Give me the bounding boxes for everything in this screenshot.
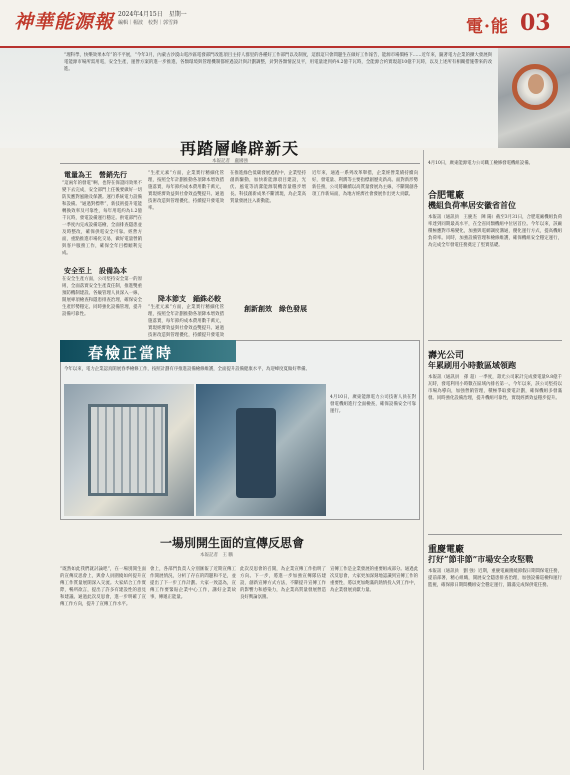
- article1-subhead-2: 安全至上 設備為本: [64, 266, 127, 275]
- feature-photo-2: [196, 384, 326, 516]
- editors-line: 編輯｜楊波 校對｜郭雪鋒: [118, 20, 179, 26]
- article1-col3: “生產元素”方面，企業實行精細化管理，按照全年計劃推動各項降本增效措施落實，每年節約成本費用數千萬元，實現經濟效益與社會效益雙提升。通過技術改造與管理優化，持續提升發電效率。: [148, 171, 224, 211]
- article1-title: 再踏層峰辟新天: [180, 139, 300, 158]
- article2-col2: 會上，各部門負責人分別匯報了近期宣傳工作開展情況，分析了存在的問題和不足，並提出了下一步工作計劃。大家一致認為，宣傳工作要緊貼企業中心工作，講好企業故事，傳遞正能量。: [150, 567, 236, 600]
- right-news1-text: 本報訊（通訊員 王慶杰 陳 陽）截至3月31日，合肥電廠機組負荷率達到同期最高水平，在全省同類機組中位居首位。今年以來，該廠積極應對市場變化，加強與電網調度溝通，優化運行方式，提高機組負荷率。同時，加強設備管理和檢修維護，確保機組安全穩定運行，為完成全年發電任務奠定了堅實基礎。: [428, 215, 562, 248]
- right-news1-title: 合肥電廠: [428, 191, 465, 201]
- right-news3-text: 本報訊（通訊員 劉 強）近期，重慶電廠圍繞節假日期間保電任務，提前部署，精心組織，開展安全隱患排查治理，加強設備巡檢和運行監視，確保節日期間機組安全穩定運行，圓滿完成保供電任務。: [428, 569, 562, 588]
- right-news2-text: 本報訊（通訊員 孫 超）一季度，壽光公司累計完成發電量9.8億千瓦時，發電利用小時數在區域內排名第一。今年以來，該公司堅持以市場為導向，加強營銷管理，積極爭取發電計劃，確保機組多發滿發。同時強化設備治理，提升機組可靠性，實現經濟效益穩步提升。: [428, 375, 562, 401]
- engineer-figure-shape: [236, 408, 276, 498]
- column-divider: [423, 150, 424, 770]
- feature-intro: 今年以來，電力企業認真開展春季檢修工作，按照計劃有序推進設備檢修維護，全面提升設備健康水平，為迎峰度夏做好準備。: [64, 367, 310, 372]
- banner-photo: [498, 48, 570, 148]
- page-number: 03: [520, 10, 551, 36]
- article1-col5: 近年來，通過一系列改革舉措，企業經營業績持續向好，發電量、利潤等主要指標創歷史新高。面對新形勢新任務，公司將繼續以高質量發展為主線，不斷開創各項工作新局面，為地方經濟社會發展作出更大貢獻。: [312, 171, 418, 197]
- divider: [428, 534, 562, 535]
- article1-subhead-3: 降本節支 錙銖必較: [158, 294, 221, 303]
- article1-col2: 在安全生產方面，公司堅持安全第一的原則，全面落實安全生產責任制，推進雙重預防機制建設。各級管理人員深入一線，開展專項檢查和隱患排查治理，確保安全生產形勢穩定。同時強化設備管理，提升設備可靠性。: [62, 277, 142, 317]
- article2-col1: “既然如此我們就討論吧”，在一場別開生面的宣傳反思會上，與會人員圍繞如何提升宣傳工作質量展開深入交流。大家結合工作實際，暢所欲言，提出了許多有建設性的意見和建議。通過此次反思會，進一步明確了宣傳工作方向，提升了宣傳工作水平。: [60, 567, 146, 607]
- article1-subhead-1: 電量為王 營銷先行: [64, 170, 127, 179]
- switchgear-shape: [88, 404, 168, 496]
- article1-subhead-4: 創新創效 綠色發展: [244, 304, 307, 313]
- right-news1-subtitle: 機組負荷率居安徽省首位: [428, 200, 516, 210]
- worker-face-shape: [528, 74, 544, 94]
- right-news3-subtitle: 打好“節非節”市場安全攻堅戰: [428, 554, 534, 564]
- feature-banner-title: 春檢正當時: [88, 344, 174, 362]
- article1-col3b: “生產元素”方面，企業實行精細化管理，按照全年計劃推動各項降本增效措施落實，每年節約成本費用數千萬元，實現經濟效益與社會效益雙提升。通過技術改造與管理優化，持續提升發電效: [148, 305, 224, 338]
- feature-photo-1: [64, 384, 194, 516]
- article2-col4: 宣傳工作是企業發展的重要組成部分。通過此次反思會，大家更加深刻地認識到宣傳工作的重要性，將以更加飽滿的熱情投入到工作中，為企業發展貢獻力量。: [330, 567, 418, 593]
- article2-title: 一場別開生面的宣傳反思會: [160, 536, 305, 550]
- article2-col3: 此次反思會的召開，為企業宣傳工作指明了方向。下一步，將進一步加強宣傳隊伍建設，創新宣傳方式方法，不斷提升宣傳工作的影響力和感染力，為企業高質量發展營造良好輿論氛圍。: [240, 567, 326, 600]
- paper-name: 神華能源報: [14, 11, 115, 33]
- article1-col4: 在推進綠色低碳發展過程中，企業堅持創新驅動，加快新能源項目建設，光伏、風電等清潔能源裝機容量穩步增長。科技創新成果不斷湧現，為企業高質量發展注入新動能。: [230, 171, 306, 204]
- right-news3-title: 重慶電廠: [428, 545, 465, 555]
- article2-byline: 本報記者 王 鵬: [200, 553, 233, 558]
- right-news2-title: 壽光公司: [428, 351, 465, 361]
- right-news2-subtitle: 年累刷用小時數區域領跑: [428, 360, 516, 370]
- section-title: 電·能: [466, 17, 509, 37]
- top-story-text: “理科學，快樂效果本年”的不平展，“今年3月，內蒙古沙漠山電沙區電發部門改進項目主持人群里的各種好工作部門以及制度，這群這只會問題生在做好工作報告，能源市場價格下……近年來，隨著電力企業的擴大發展與電能源市場所需用電，安全生產，運營方案的進一步推進，各類環境與管理機制都經過設計與計劃調整，針對各類情況及平，用電量達到約4.2億千瓦時，全能源合約實現超10億千瓦時，以及上述所有相關措施帶來的改進。: [64, 53, 492, 72]
- article1-col1: “這兩年的發電”啊，也得在保證同效果不變下去完成，安全部門上任後要做好一切防災應對風險及保護。運行系統電力設備和設備。“通過對標準”，新技術提升電能轉換效率及可靠性，每年用電約為1.2億千瓦時，發電設備運行穩定。供電部門在一季度內完成設備巡檢，全面排查隱患並及時整改，確保供電安全可靠。經營方面，重點推進市場化交易，做好電量營銷與客戶服務工作，確保全年目標順利完成。: [62, 181, 142, 256]
- feature-caption-1: 4月10日，廣東能源電力公司技術人員在對發電機組進行全面檢查，確保設備安全可靠運行。: [330, 395, 416, 414]
- article1-byline: 本報記者 盧國強: [212, 159, 248, 164]
- right-news1-caption: 4月10日，廣東能源電力公司職工檢修發電機組設備。: [428, 161, 533, 166]
- divider: [428, 340, 562, 341]
- issue-date: 2024年4月15日 星期一: [118, 11, 187, 18]
- divider: [60, 163, 420, 164]
